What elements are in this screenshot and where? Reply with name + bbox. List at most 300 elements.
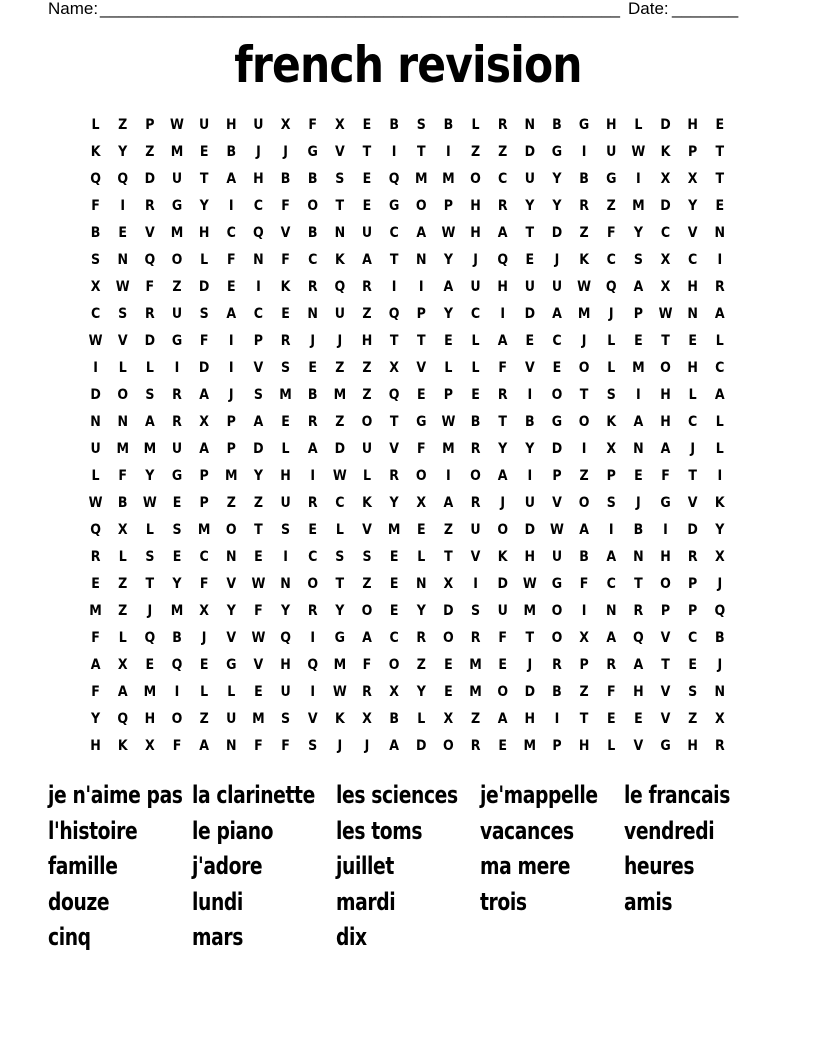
grid-cell: Y: [416, 603, 426, 619]
grid-cell: D: [416, 738, 427, 754]
grid-cell: X: [144, 738, 155, 754]
grid-cell: Q: [334, 279, 346, 295]
grid-cell: R: [714, 738, 725, 754]
grid-cell: D: [198, 279, 210, 295]
grid-cell: R: [497, 117, 508, 133]
grid-cell: E: [715, 117, 725, 133]
grid-cell: I: [636, 171, 641, 187]
grid-cell: T: [525, 225, 535, 241]
grid-cell: O: [443, 630, 454, 646]
word-list-item: famille: [48, 852, 118, 880]
grid-cell: V: [253, 360, 264, 376]
grid-cell: F: [91, 630, 100, 646]
grid-cell: W: [522, 576, 537, 592]
grid-cell: F: [498, 630, 507, 646]
grid-cell: P: [606, 468, 616, 484]
grid-cell: O: [497, 684, 509, 700]
grid-cell: I: [391, 144, 397, 160]
grid-cell: F: [254, 603, 263, 619]
name-field[interactable]: _______________________________________________________: [100, 0, 621, 18]
grid-cell: R: [470, 738, 481, 754]
page-title: french revision: [234, 36, 582, 94]
grid-cell: F: [281, 198, 290, 214]
grid-cell: D: [524, 684, 536, 700]
grid-row: [82, 706, 733, 733]
grid-cell: R: [280, 333, 291, 349]
grid-cell: I: [228, 198, 234, 214]
grid-cell: L: [200, 684, 209, 700]
grid-cell: F: [661, 468, 670, 484]
grid-cell: L: [471, 360, 480, 376]
grid-cell: I: [174, 684, 180, 700]
grid-cell: X: [90, 279, 101, 295]
grid-cell: D: [660, 198, 671, 214]
grid-cell: A: [579, 522, 589, 538]
grid-cell: E: [91, 576, 100, 592]
grid-cell: S: [471, 603, 481, 619]
grid-row: [82, 382, 733, 409]
grid-cell: B: [579, 549, 589, 565]
grid-cell: I: [446, 468, 451, 484]
grid-cell: Y: [199, 198, 209, 214]
grid-cell: P: [416, 306, 426, 322]
grid-cell: A: [253, 414, 264, 430]
grid-row: [82, 166, 733, 193]
grid-cell: E: [416, 387, 426, 403]
grid-cell: Y: [498, 441, 508, 457]
grid-cell: U: [524, 495, 535, 511]
grid-cell: Q: [117, 171, 129, 187]
grid-cell: P: [579, 657, 589, 673]
grid-cell: I: [473, 576, 478, 592]
word-list-item: les sciences: [336, 781, 458, 809]
grid-cell: B: [90, 225, 101, 241]
grid-cell: Y: [552, 198, 562, 214]
grid-cell: Y: [443, 252, 453, 268]
word-list-item: la clarinette: [192, 781, 315, 809]
grid-cell: B: [470, 414, 481, 430]
grid-cell: J: [473, 252, 478, 268]
grid-cell: S: [335, 549, 345, 565]
grid-cell: E: [416, 522, 426, 538]
grid-cell: I: [527, 387, 533, 403]
grid-cell: H: [633, 684, 644, 700]
grid-cell: K: [714, 495, 725, 511]
grid-cell: U: [524, 279, 535, 295]
grid-cell: F: [91, 684, 100, 700]
grid-cell: I: [581, 603, 587, 619]
grid-cell: J: [608, 306, 614, 322]
word-list-item: j'adore: [192, 852, 263, 880]
grid-cell: Z: [118, 117, 128, 133]
grid-cell: W: [251, 576, 266, 592]
grid-cell: W: [142, 495, 157, 511]
grid-cell: W: [88, 495, 103, 511]
word-list-item: les toms: [336, 816, 423, 845]
grid-cell: M: [523, 738, 537, 754]
grid-cell: R: [362, 279, 372, 295]
grid-cell: F: [362, 657, 372, 673]
grid-cell: Q: [171, 657, 183, 673]
grid-cell: W: [441, 225, 456, 241]
grid-cell: X: [117, 522, 128, 538]
grid-cell: V: [660, 711, 671, 727]
grid-cell: R: [552, 657, 562, 673]
grid-cell: W: [170, 117, 184, 133]
grid-cell: P: [688, 603, 698, 619]
grid-cell: U: [470, 522, 481, 538]
grid-cell: X: [660, 171, 671, 187]
grid-cell: V: [389, 441, 399, 457]
grid-cell: Y: [552, 171, 562, 187]
grid-cell: T: [715, 171, 725, 187]
grid-cell: S: [253, 387, 263, 403]
grid-cell: H: [687, 117, 698, 133]
grid-cell: D: [90, 387, 101, 403]
grid-cell: A: [660, 441, 671, 457]
grid-cell: R: [497, 387, 508, 403]
grid-cell: T: [661, 657, 670, 673]
grid-cell: P: [199, 468, 209, 484]
grid-cell: Q: [253, 225, 264, 241]
grid-cell: H: [497, 279, 508, 295]
grid-cell: I: [500, 306, 506, 322]
grid-cell: I: [228, 333, 234, 349]
grid-cell: Y: [443, 306, 453, 322]
grid-cell: I: [608, 522, 614, 538]
grid-cell: A: [199, 441, 209, 457]
grid-cell: T: [145, 576, 155, 592]
grid-cell: Q: [144, 252, 156, 268]
grid-row: [82, 625, 733, 652]
grid-cell: O: [551, 630, 563, 646]
grid-row: [82, 490, 733, 517]
grid-cell: M: [89, 603, 102, 619]
grid-cell: O: [497, 522, 509, 538]
grid-cell: N: [687, 306, 698, 322]
grid-cell: R: [307, 279, 318, 295]
grid-cell: L: [607, 360, 616, 376]
grid-cell: K: [90, 144, 101, 160]
grid-cell: F: [308, 117, 317, 133]
grid-cell: V: [416, 360, 427, 376]
grid-cell: L: [91, 117, 100, 133]
grid-cell: N: [605, 603, 617, 619]
grid-cell: N: [90, 414, 101, 430]
grid-cell: G: [226, 657, 237, 673]
grid-cell: T: [416, 333, 426, 349]
grid-cell: E: [688, 333, 697, 349]
grid-cell: F: [199, 576, 209, 592]
grid-cell: H: [470, 225, 481, 241]
word-list-item: ma mere: [480, 852, 571, 880]
grid-cell: N: [524, 117, 536, 133]
grid-cell: Y: [416, 684, 426, 700]
grid-cell: N: [280, 576, 291, 592]
grid-cell: U: [334, 306, 345, 322]
grid-cell: I: [391, 279, 397, 295]
grid-cell: N: [633, 441, 644, 457]
date-field[interactable]: _______: [672, 0, 739, 18]
grid-cell: S: [688, 684, 698, 700]
grid-cell: A: [144, 414, 155, 430]
grid-cell: Y: [335, 603, 345, 619]
grid-cell: O: [551, 387, 563, 403]
grid-cell: P: [145, 117, 155, 133]
grid-cell: R: [470, 630, 481, 646]
grid-cell: G: [171, 333, 183, 349]
grid-cell: J: [690, 441, 695, 457]
grid-cell: T: [389, 252, 399, 268]
grid-cell: Y: [118, 144, 128, 160]
grid-cell: P: [633, 306, 643, 322]
grid-cell: H: [90, 738, 101, 754]
grid-cell: L: [634, 117, 643, 133]
grid-cell: L: [145, 360, 154, 376]
grid-cell: G: [171, 198, 183, 214]
word-list-item: mars: [192, 923, 243, 951]
grid-cell: A: [443, 279, 454, 295]
grid-cell: D: [144, 333, 156, 349]
grid-cell: F: [199, 333, 209, 349]
grid-cell: S: [199, 306, 209, 322]
grid-cell: U: [171, 441, 183, 457]
grid-cell: J: [201, 630, 207, 646]
grid-row: [82, 463, 733, 490]
word-list-item: le francais: [624, 781, 730, 809]
grid-cell: J: [283, 144, 288, 160]
grid-cell: V: [687, 225, 698, 241]
grid-cell: T: [444, 549, 453, 565]
grid-cell: X: [199, 414, 209, 430]
grid-cell: C: [199, 549, 209, 565]
grid-cell: Y: [91, 711, 101, 727]
grid-cell: C: [253, 198, 264, 214]
grid-cell: M: [442, 171, 455, 187]
grid-cell: W: [658, 306, 673, 322]
grid-cell: J: [554, 252, 560, 268]
grid-cell: Z: [145, 144, 155, 160]
grid-cell: H: [280, 657, 291, 673]
grid-cell: E: [281, 414, 290, 430]
grid-cell: U: [606, 144, 617, 160]
grid-cell: H: [144, 711, 156, 727]
grid-cell: X: [334, 117, 345, 133]
grid-cell: I: [581, 144, 587, 160]
grid-cell: L: [417, 549, 426, 565]
grid-cell: I: [174, 360, 180, 376]
grid-cell: A: [552, 306, 562, 322]
grid-cell: L: [118, 630, 127, 646]
grid-cell: E: [362, 117, 372, 133]
grid-cell: P: [226, 414, 236, 430]
grid-cell: W: [332, 468, 347, 484]
grid-cell: F: [254, 738, 263, 754]
grid-cell: K: [280, 279, 291, 295]
grid-cell: O: [415, 198, 427, 214]
word-list-item: cinq: [48, 923, 91, 951]
grid-cell: H: [660, 387, 671, 403]
grid-cell: I: [418, 279, 424, 295]
grid-row: [82, 733, 733, 760]
grid-cell: S: [362, 549, 372, 565]
grid-cell: F: [145, 279, 155, 295]
grid-cell: G: [416, 414, 427, 430]
grid-cell: R: [416, 630, 427, 646]
grid-cell: E: [444, 333, 453, 349]
grid-cell: C: [715, 360, 725, 376]
grid-cell: V: [470, 549, 481, 565]
grid-cell: G: [334, 630, 345, 646]
grid-cell: S: [308, 738, 318, 754]
grid-cell: I: [636, 387, 641, 403]
grid-cell: D: [524, 144, 536, 160]
grid-cell: B: [117, 495, 128, 511]
grid-cell: E: [254, 549, 263, 565]
grid-cell: X: [443, 711, 454, 727]
grid-cell: D: [687, 522, 698, 538]
grid-cell: Z: [470, 711, 481, 727]
grid-cell: H: [524, 549, 536, 565]
grid-cell: N: [307, 306, 318, 322]
grid-cell: Y: [145, 468, 155, 484]
grid-row: [82, 652, 733, 679]
grid-cell: P: [660, 603, 671, 619]
grid-cell: Y: [715, 522, 725, 538]
grid-cell: Y: [226, 603, 236, 619]
grid-cell: M: [469, 657, 482, 673]
grid-cell: M: [469, 684, 482, 700]
grid-cell: V: [226, 576, 237, 592]
grid-cell: H: [687, 360, 698, 376]
grid-cell: E: [199, 144, 209, 160]
grid-cell: S: [172, 522, 182, 538]
grid-cell: U: [280, 684, 291, 700]
word-list-item: trois: [480, 887, 527, 916]
grid-cell: M: [442, 441, 455, 457]
grid-cell: V: [144, 225, 155, 241]
grid-cell: L: [281, 441, 290, 457]
grid-cell: J: [228, 387, 234, 403]
grid-cell: V: [524, 360, 535, 376]
grid-cell: I: [310, 684, 316, 700]
grid-cell: C: [308, 252, 318, 268]
grid-cell: T: [389, 333, 399, 349]
grid-cell: D: [443, 603, 454, 619]
grid-cell: H: [687, 738, 698, 754]
grid-cell: A: [497, 711, 508, 727]
grid-cell: T: [498, 414, 507, 430]
grid-cell: N: [633, 549, 644, 565]
grid-cell: P: [688, 576, 698, 592]
grid-cell: O: [117, 387, 129, 403]
grid-cell: A: [606, 630, 617, 646]
grid-cell: A: [497, 468, 508, 484]
grid-cell: R: [633, 603, 644, 619]
grid-cell: N: [117, 414, 128, 430]
grid-row: [82, 409, 733, 436]
grid-cell: L: [444, 360, 453, 376]
grid-cell: O: [470, 171, 481, 187]
grid-cell: U: [226, 711, 237, 727]
grid-cell: E: [606, 711, 616, 727]
grid-cell: M: [523, 603, 537, 619]
grid-cell: K: [334, 711, 345, 727]
grid-cell: Z: [199, 711, 209, 727]
grid-cell: T: [634, 576, 643, 592]
grid-cell: A: [497, 333, 508, 349]
grid-cell: E: [226, 279, 236, 295]
grid-cell: U: [361, 441, 373, 457]
grid-cell: O: [361, 414, 373, 430]
grid-cell: M: [279, 387, 292, 403]
grid-cell: S: [281, 711, 291, 727]
grid-cell: G: [307, 144, 318, 160]
grid-cell: I: [581, 441, 587, 457]
grid-cell: M: [333, 657, 347, 673]
grid-cell: T: [579, 387, 589, 403]
grid-cell: M: [252, 711, 265, 727]
grid-cell: E: [688, 657, 697, 673]
grid-cell: S: [145, 387, 155, 403]
grid-cell: N: [253, 252, 264, 268]
grid-cell: I: [283, 549, 288, 565]
grid-cell: G: [660, 738, 671, 754]
grid-cell: T: [416, 144, 426, 160]
grid-cell: N: [714, 684, 726, 700]
grid-cell: E: [172, 549, 182, 565]
grid-cell: M: [577, 306, 591, 322]
grid-cell: E: [715, 198, 725, 214]
grid-cell: U: [551, 549, 563, 565]
grid-cell: P: [443, 387, 454, 403]
grid-cell: V: [307, 711, 318, 727]
grid-cell: B: [443, 117, 454, 133]
word-list-item: dix: [336, 923, 367, 951]
grid-cell: I: [256, 279, 261, 295]
grid-cell: O: [551, 603, 563, 619]
word-list-item: je n'aime pas: [48, 781, 183, 809]
grid-cell: S: [281, 360, 291, 376]
grid-cell: P: [226, 441, 236, 457]
grid-cell: Z: [362, 360, 372, 376]
grid-cell: X: [416, 495, 427, 511]
grid-cell: B: [715, 630, 725, 646]
grid-cell: Y: [253, 468, 263, 484]
grid-cell: V: [280, 225, 291, 241]
grid-cell: F: [281, 738, 290, 754]
grid-cell: J: [364, 738, 370, 754]
grid-row: [82, 517, 733, 544]
grid-cell: Z: [226, 495, 236, 511]
grid-cell: I: [310, 468, 316, 484]
grid-cell: A: [443, 495, 454, 511]
grid-cell: M: [632, 198, 645, 214]
grid-cell: J: [717, 576, 723, 592]
grid-cell: Z: [362, 387, 372, 403]
grid-cell: I: [663, 522, 668, 538]
grid-cell: M: [143, 684, 157, 700]
grid-cell: Z: [253, 495, 263, 511]
grid-cell: Q: [497, 252, 509, 268]
grid-cell: C: [389, 630, 399, 646]
grid-cell: B: [525, 414, 535, 430]
grid-cell: Y: [633, 225, 643, 241]
grid-cell: E: [308, 522, 317, 538]
grid-cell: L: [227, 684, 236, 700]
grid-cell: I: [93, 360, 98, 376]
grid-cell: E: [308, 360, 317, 376]
